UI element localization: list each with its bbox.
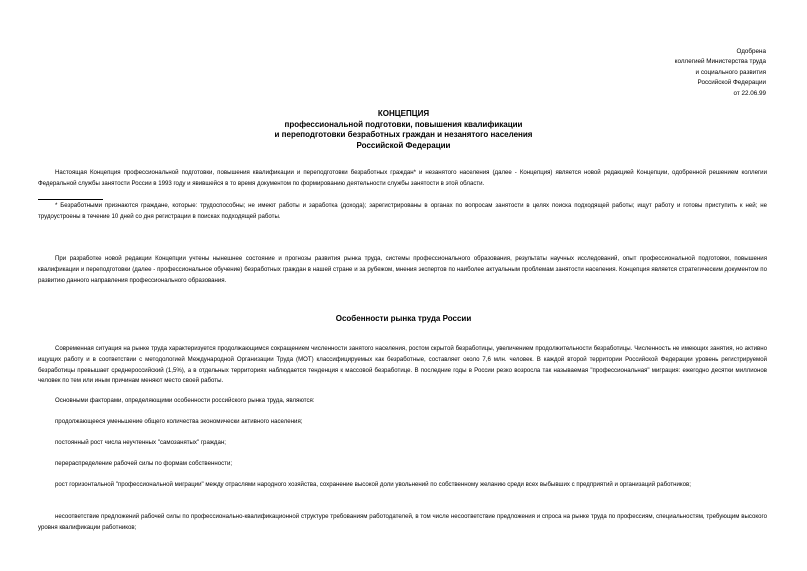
approval-line: Одобрена: [736, 48, 766, 55]
factors-intro: Основными факторами, определяющими особенности российского рынка труда, являются:: [55, 397, 315, 404]
footnote-paragraph: * Безработными признаются граждане, которые: трудоспособны; не имеют работы и заработка (дохода); зарегистрированы в органах по вопросам занятости в целях поиска подходящей работы; ищут работу и готовы приступить к ней; не трудоустроены в течение 10 дней со дня регистрации в поисках подходящей работы.: [38, 202, 767, 220]
document-title: [0, 109, 807, 151]
section-title: Особенности рынка труда России: [335, 314, 472, 323]
factor-item: перераспределение рабочей силы по формам собственности;: [55, 460, 233, 467]
approval-block: [675, 47, 766, 99]
approval-line: коллегией Министерства труда: [674, 58, 766, 66]
approval-line: и социального развития: [695, 68, 766, 76]
factor-item: несоответствие предложений рабочей силы по профессионально-квалификационной структуре требованиям работодателей, в том числе несоответствие предложения и спроса на рынке труда по профессиям, специальностям, требующим высокого уровня квалификации работников;: [38, 513, 767, 531]
development-paragraph: При разработке новой редакции Концепции учтены нынешнее состояние и прогнозы развития рынка труда, системы профессионального образования, результаты научных исследований, опыт профессиональной подготовки, повышения квалификации и переподготовки (далее - профессиональное обучение) безработных граждан в нашей стране и за рубежом, мнения экспертов по наиболее актуальным проблемам занятости населения. Концепция является стратегическим документом по развитию данного направления профессионального образования.: [38, 255, 767, 284]
factor-item: рост горизонтальной "профессиональной миграции" между отраслями народного хозяйства, сохранение высокой доли увольнений по собственному желанию среди всех выбывших с предприятий и организаций работников;: [55, 481, 691, 488]
title-line: Российской Федерации: [356, 140, 451, 150]
situation-paragraph: Современная ситуация на рынке труда характеризуется продолжающимся сокращением численности занятого населения, ростом скрытой безработицы, увеличением продолжительности безработицы. Численность не имеющих занятия, но активно ищущих работу и в соответствии с методологией Международной Организации Труда (МОТ) классифицируемых как безработные, составляет около 7,6 млн. человек. В каждой второй территории Российской Федерации уровень регистрируемой безработицы превышает среднероссийский (1,5%), а в отдельных территориях наблюдается тенденция к массовой безработице. В последние годы в России резко возросла так называемая "профессиональная" миграция: ежегодно десятки миллионов человек по тем или иным причинам меняют место своей работы.: [38, 345, 767, 385]
title-line: КОНЦЕПЦИЯ: [377, 109, 430, 118]
approval-line: от 22.06.99: [733, 89, 766, 97]
factor-item: постоянный рост числа неучтенных "самозанятых" граждан;: [55, 439, 226, 446]
title-line: и переподготовки безработных граждан и незанятого населения: [274, 130, 533, 140]
intro-paragraph: Настоящая Концепция профессиональной подготовки, повышения квалификации и переподготовки безработных граждан* и незанятого населения (далее - Концепция) является новой редакцией Концепции, одобренной решением коллегии Федеральной службы занятости России в 1993 году и явившейся в то время документом по формированию деятельности службы занятости в этой области.: [38, 169, 767, 187]
factor-item: продолжающееся уменьшение общего количества экономически активного населения;: [55, 418, 303, 425]
title-line: профессиональной подготовки, повышения квалификации: [284, 119, 523, 129]
approval-line: Российской Федерации: [697, 79, 766, 87]
footnote-divider: [38, 199, 103, 200]
